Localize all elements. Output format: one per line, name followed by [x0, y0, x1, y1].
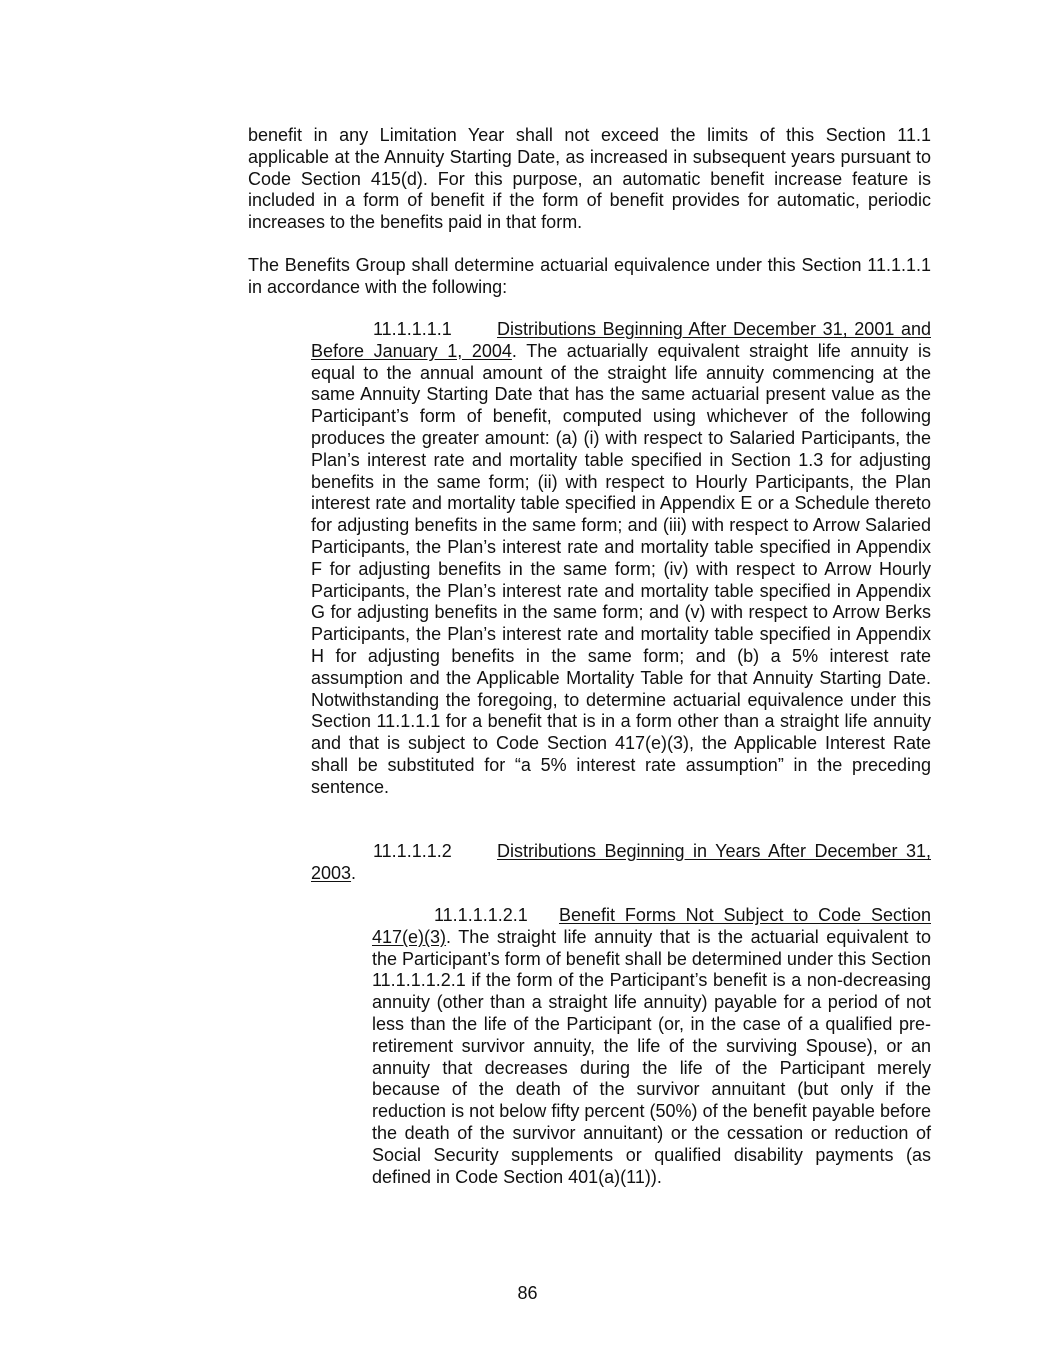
section-heading: Distributions Beginning After December 31, 2001 and Before January 1, 2004 [311, 319, 931, 361]
section-11-1-1-1-2-1 [372, 905, 931, 1188]
section-body: . The straight life annuity that is the actuarial equivalent to the Participant’s form of benefit shall be determined under this Section 11.1.1.1.2.1 if the form of the Participant’s benefit is a non-decreasing annuity (other than a straight life annuity) payable for a period of not less than the life of the Participant (or, in the case of a qualified pre-retirement survivor annuity, the life of the surviving Spouse), or an annuity that decreases during the life of the Participant merely because of the death of the survivor annuitant (but only if the reduction is not below fifty percent (50%) of the benefit payable before the death of the survivor annuitant) or the cessation or reduction of Social Security supplements or qualified disability payments (as defined in Code Section 401(a)(11)). [372, 926, 931, 1187]
page-number: 86 [517, 1283, 538, 1303]
section-body: . [351, 862, 357, 883]
section-heading: Distributions Beginning in Years After December 31, 2003 [311, 841, 931, 883]
section-number: 11.1.1.1.2.1 [434, 905, 528, 925]
paragraph-actuarial-equivalence: The Benefits Group shall determine actuarial equivalence under this Section 11.1.1.1 in accordance with the following: [248, 255, 931, 297]
paragraph-limitation-year: benefit in any Limitation Year shall not exceed the limits of this Section 11.1 applicable at the Annuity Starting Date, as increased in subsequent years pursuant to Code Section 415(d). For this purpose, an automatic benefit increase feature is included in a form of benefit if the form of benefit provides for automatic, periodic increases to the benefits paid in that form. [248, 125, 931, 233]
section-11-1-1-1-2 [311, 841, 931, 885]
section-number: 11.1.1.1.1 [373, 319, 452, 339]
section-11-1-1-1-1 [311, 319, 931, 799]
section-heading: Benefit Forms Not Subject to Code Section 417(e)(3) [372, 905, 931, 947]
section-body: . The actuarially equivalent straight life annuity is equal to the annual amount of the straight life annuity commencing at the same Annuity Starting Date that has the same actuarial present value as the Participant’s form of benefit, computed using whichever of the following produces the greater amount: (a) (i) with respect to Salaried Participants, the Plan’s interest rate and mortality table specified in Section 1.3 for adjusting benefits in the same form; (ii) with respect to Hourly Participants, the Plan interest rate and mortality table specified in Appendix E or a Schedule thereto for adjusting benefits in the same form; and (iii) with respect to Arrow Salaried Participants, the Plan’s interest rate and mortality table specified in Appendix F for adjusting benefits in the same form; (iv) with respect to Arrow Hourly Participants, the Plan’s interest rate and mortality table specified in Appendix G for adjusting benefits in the same form; and (v) with respect to Arrow Berks Participants, the Plan’s interest rate and mortality table specified in Appendix H for adjusting benefits in the same form; and (b) a 5% interest rate assumption and the Applicable Mortality Table for that Annuity Starting Date. Notwithstanding the foregoing, to determine actuarial equivalence under this Section 11.1.1.1 for a benefit that is in a form other than a straight life annuity and that is subject to Code Section 417(e)(3), the Applicable Interest Rate shall be substituted for “a 5% interest rate assumption” in the preceding sentence. [311, 340, 931, 797]
section-number: 11.1.1.1.2 [373, 841, 452, 861]
